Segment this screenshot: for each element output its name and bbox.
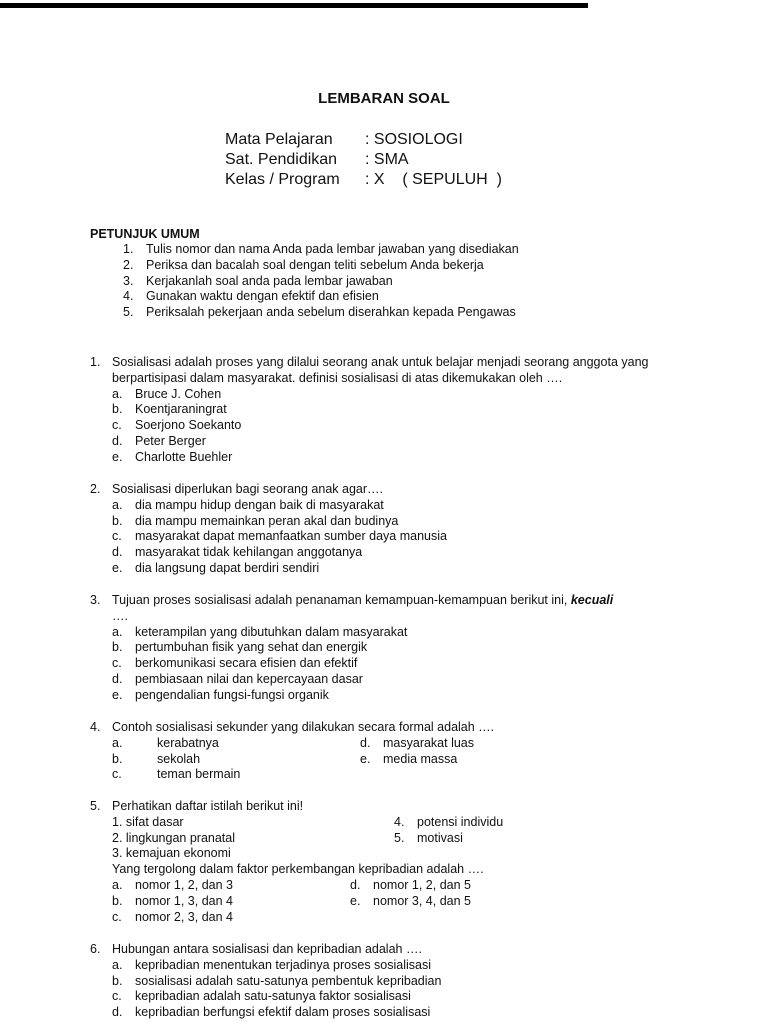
option: b. sekolah (112, 751, 201, 766)
option: d. nomor 1, 2, dan 5 (350, 877, 471, 892)
question-stem: 3. Tujuan proses sosialisasi adalah penanaman kemampuan-kemampuan berikut ini, kecuali …. (90, 593, 614, 623)
options-right (360, 736, 474, 783)
option: c. teman bermain (112, 767, 241, 782)
list-item: 2. Periksa dan bacalah soal dengan teliti sebelum Anda bekerja (123, 257, 484, 272)
instructions-title: PETUNJUK UMUM (90, 227, 200, 241)
meta-key: Mata Pelajaran (225, 131, 333, 148)
meta-row (225, 130, 502, 150)
meta-row (225, 170, 502, 190)
option: d. Peter Berger (112, 433, 206, 448)
option: d. masyarakat tidak kehilangan anggotanya (112, 545, 363, 560)
option: b. Koentjaraningrat (112, 402, 227, 417)
option: b. pertumbuhan fisik yang sehat dan energik (112, 640, 368, 655)
emphasis-except: kecuali (570, 593, 614, 607)
question-stem: 5. Perhatikan daftar istilah berikut ini! (90, 799, 304, 813)
question-3 (90, 593, 710, 704)
option: c. Soerjono Soekanto (112, 418, 242, 433)
option: d. pembiasaan nilai dan kepercayaan dasar (112, 671, 363, 686)
term-item: 4. potensi individu (394, 814, 504, 829)
option: d. masyarakat luas (360, 735, 475, 750)
instructions-section (90, 227, 519, 321)
option: b. dia mampu memainkan peran akal dan budinya (112, 513, 399, 528)
question-stem: 4. Contoh sosialisasi sekunder yang dilakukan secara formal adalah …. (90, 720, 495, 734)
meta-key: Sat. Pendidikan (225, 151, 338, 168)
option: e. pengendalian fungsi-fungsi organik (112, 687, 329, 702)
option: a. nomor 1, 2, dan 3 (112, 877, 233, 892)
option: c. nomor 2, 3, dan 4 (112, 909, 233, 924)
instructions-list (90, 242, 519, 321)
subject-info (225, 130, 502, 190)
option: a. Bruce J. Cohen (112, 386, 222, 401)
options-two-column (90, 736, 710, 783)
term-item: 5. motivasi (394, 830, 463, 845)
list-item: 1. Tulis nomor dan nama Anda pada lembar jawaban yang disediakan (123, 242, 519, 256)
meta-row (225, 150, 502, 170)
term-item: 1. sifat dasar (112, 814, 184, 829)
option: e. media massa (360, 751, 458, 766)
options-left (90, 878, 350, 925)
option: a. keterampilan yang dibutuhkan dalam masyarakat (112, 624, 408, 639)
page-title: LEMBARAN SOAL (318, 90, 450, 107)
question-stem: 6. Hubungan antara sosialisasi dan kepribadian adalah …. (90, 942, 422, 956)
terms-left (90, 815, 394, 862)
meta-value: : X ( SEPULUH ) (365, 171, 502, 188)
options-two-column (90, 878, 710, 925)
option: a. kerabatnya (112, 735, 219, 750)
list-item: 4. Gunakan waktu dengan efektif dan efisien (123, 289, 379, 304)
option: a. kepribadian menentukan terjadinya proses sosialisasi (112, 957, 432, 972)
question-1 (90, 355, 710, 466)
option: c. berkomunikasi secara efisien dan efektif (112, 656, 358, 671)
terms-right (394, 815, 503, 862)
meta-key: Kelas / Program (225, 171, 340, 188)
option: a. dia mampu hidup dengan baik di masyarakat (112, 497, 384, 512)
option: b. sosialisasi adalah satu-satunya pembentuk kepribadian (112, 973, 442, 988)
list-item: 5. Periksalah pekerjaan anda sebelum diserahkan kepada Pengawas (123, 305, 516, 320)
question-stem: 2. Sosialisasi diperlukan bagi seorang anak agar…. (90, 482, 383, 496)
meta-value: : SOSIOLOGI (365, 131, 463, 148)
question-stem: 1. Sosialisasi adalah proses yang dilalui seorang anak untuk belajar menjadi seorang anggota yang berpartisipasi dalam masyarakat. definisi sosialisasi di atas dikemukakan oleh …. (90, 355, 649, 385)
question-6 (90, 942, 710, 1021)
option: e. nomor 3, 4, dan 5 (350, 893, 471, 908)
option: e. Charlotte Buehler (112, 449, 233, 464)
question-prompt: Yang tergolong dalam faktor perkembangan kepribadian adalah …. (112, 862, 484, 877)
option: c. kepribadian adalah satu-satunya faktor sosialisasi (112, 989, 411, 1004)
option: e. dia langsung dapat berdiri sendiri (112, 560, 320, 575)
options-right (350, 878, 471, 925)
terms-two-column (90, 815, 710, 862)
meta-value: : SMA (365, 151, 409, 168)
top-rule (0, 3, 588, 8)
term-item: 2. lingkungan pranatal (112, 830, 236, 845)
list-item: 3. Kerjakanlah soal anda pada lembar jawaban (123, 273, 393, 288)
question-4 (90, 720, 710, 783)
options-left (90, 736, 360, 783)
option: b. nomor 1, 3, dan 4 (112, 893, 233, 908)
term-item: 3. kemajuan ekonomi (112, 846, 231, 861)
question-5 (90, 799, 710, 925)
option: d. kepribadian berfungsi efektif dalam proses sosialisasi (112, 1005, 431, 1020)
option: c. masyarakat dapat memanfaatkan sumber daya manusia (112, 529, 447, 544)
question-2 (90, 482, 710, 577)
